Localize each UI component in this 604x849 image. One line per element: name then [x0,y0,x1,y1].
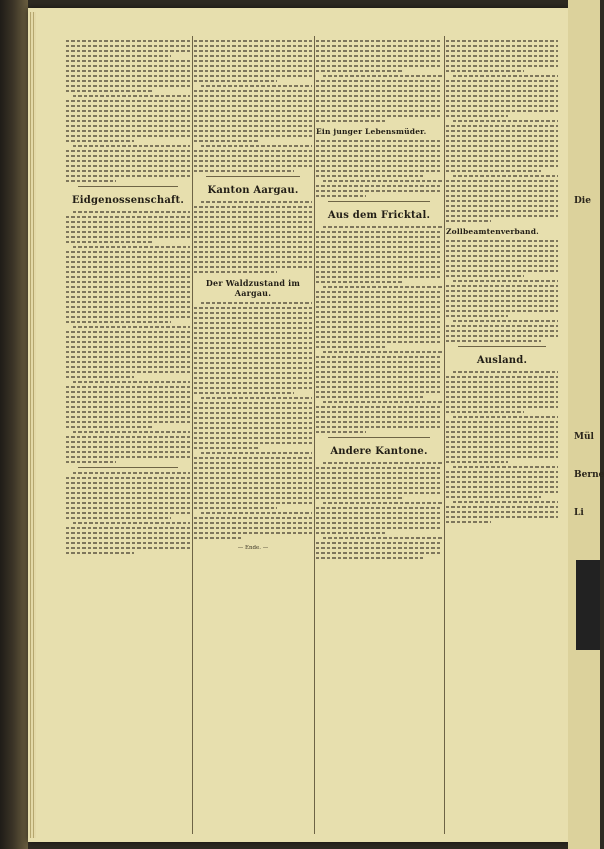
next-page-edge [568,0,604,849]
column-2 [194,38,312,551]
section-heading: Ausland. [476,355,528,366]
end-marker: — Ende. — [237,545,269,551]
next-page-text: Li [574,508,584,518]
section-heading: Kanton Aargau. [207,185,299,196]
subheading: Der Waldzustand im Aargau. [205,278,301,298]
page-stack-edge [30,12,36,838]
column-4 [446,38,558,526]
next-page-text: Mül [574,432,594,442]
section-heading: Aus dem Fricktal. [327,210,431,221]
section-heading: Eidgenossenschaft. [71,195,185,206]
column-rule [192,36,193,834]
next-page-ad-block [576,560,600,650]
column-rule [444,36,445,834]
subheading: Ein junger Lebensmüder. [316,127,427,136]
subheading: Zollbeamtenverband. [446,227,539,236]
next-page-text: Die [574,196,591,206]
column-3 [316,38,442,562]
section-heading: Andere Kantone. [330,446,428,457]
column-rule [314,36,315,834]
book-spine-shadow [0,0,28,849]
column-1 [66,38,190,557]
next-page-text: Berne [574,470,604,480]
